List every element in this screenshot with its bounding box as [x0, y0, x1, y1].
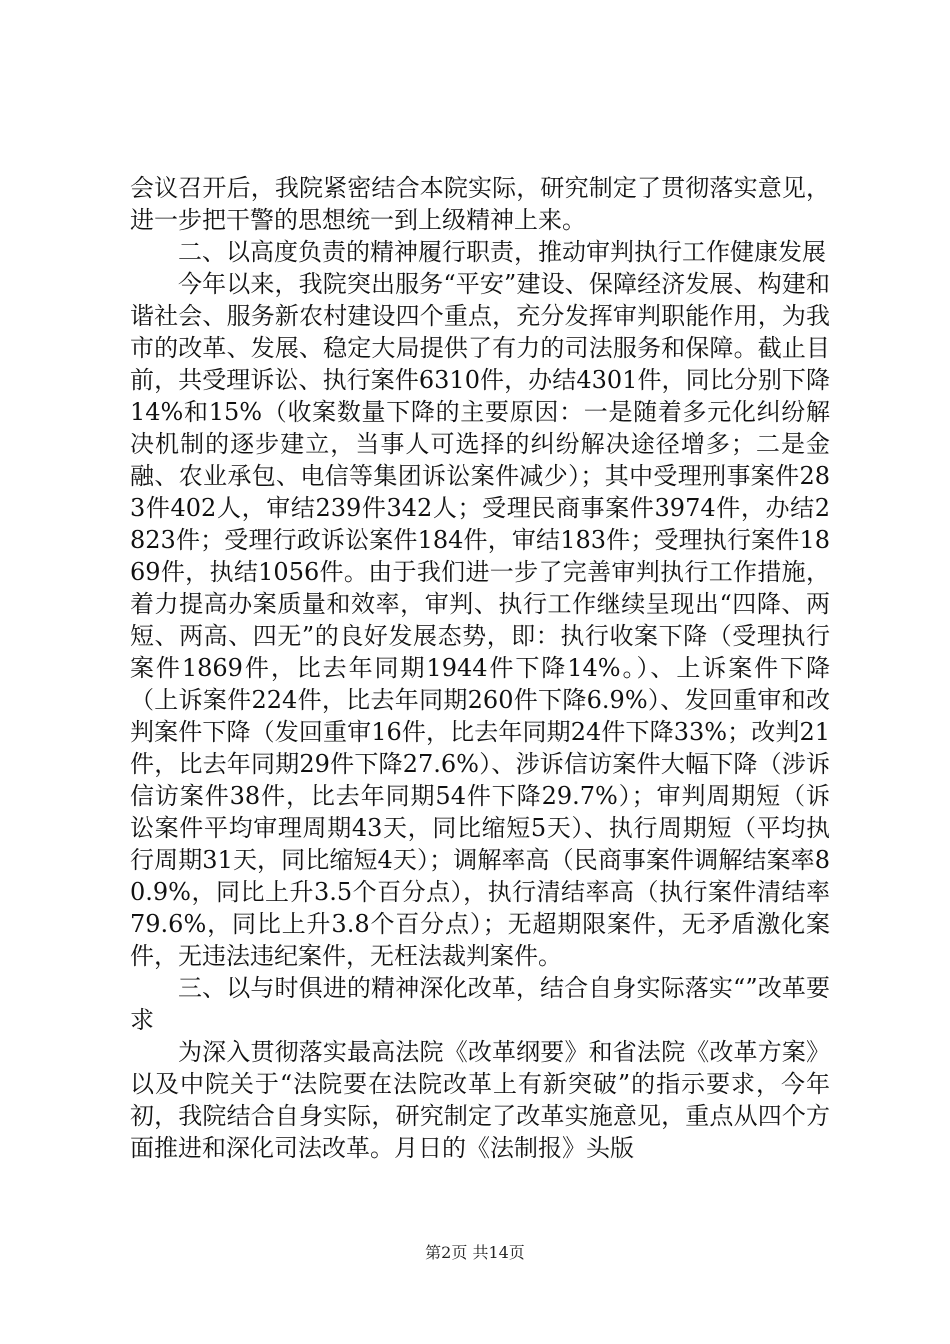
section-heading-three: 三、以与时俱进的精神深化改革，结合自身实际落实“”改革要求: [130, 974, 830, 1034]
paragraph-reform: 为深入贯彻落实最高法院《改革纲要》和省法院《改革方案》以及中院关于“法院要在法院改革上有新突破”的指示要求，今年初，我院结合自身实际，研究制定了改革实施意见，重点从四个方面推进和深化司法改革。月日的《法制报》头版: [130, 1038, 830, 1162]
paragraph-continuation: 会议召开后，我院紧密结合本院实际，研究制定了贯彻落实意见，进一步把干警的思想统一到上级精神上来。: [130, 174, 830, 234]
page-number-footer: 第2页 共14页: [425, 1243, 525, 1262]
document-body: [130, 172, 830, 1164]
section-heading-two: 二、以高度负责的精神履行职责，推动审判执行工作健康发展: [178, 238, 826, 266]
paragraph-trial-statistics: 今年以来，我院突出服务“平安”建设、保障经济发展、构建和谐社会、服务新农村建设四个重点，充分发挥审判职能作用，为我市的改革、发展、稳定大局提供了有力的司法服务和保障。截止目前，共受理诉讼、执行案件6310件，办结4301件，同比分别下降14%和15%（收案数量下降的主要原因：一是随着多元化纠纷解决机制的逐步建立，当事人可选择的纠纷解决途径增多；二是金融、农业承包、电信等集团诉讼案件减少）；其中受理刑事案件283件402人，审结239件342人；受理民商事案件3974件，办结2823件；受理行政诉讼案件184件，审结183件；受理执行案件1869件，执结1056件。由于我们进一步了完善审判执行工作措施，着力提高办案质量和效率，审判、执行工作继续呈现出“四降、两短、两高、四无”的良好发展态势，即：执行收案下降（受理执行案件1869件，比去年同期1944件下降14%。）、上诉案件下降（上诉案件224件，比去年同期260件下降6.9%）、发回重审和改判案件下降（发回重审16件，比去年同期24件下降33%；改判21件，比去年同期29件下降27.6%）、涉诉信访案件大幅下降（涉诉信访案件38件，比去年同期54件下降29.7%）；审判周期短（诉讼案件平均审理周期43天，同比缩短5天）、执行周期短（平均执行周期31天，同比缩短4天）；调解率高（民商事案件调解结案率80.9%，同比上升3.5个百分点），执行清结率高（执行案件清结率79.6%，同比上升3.8个百分点）；无超期限案件，无矛盾激化案件，无违法违纪案件，无枉法裁判案件。: [130, 270, 830, 970]
